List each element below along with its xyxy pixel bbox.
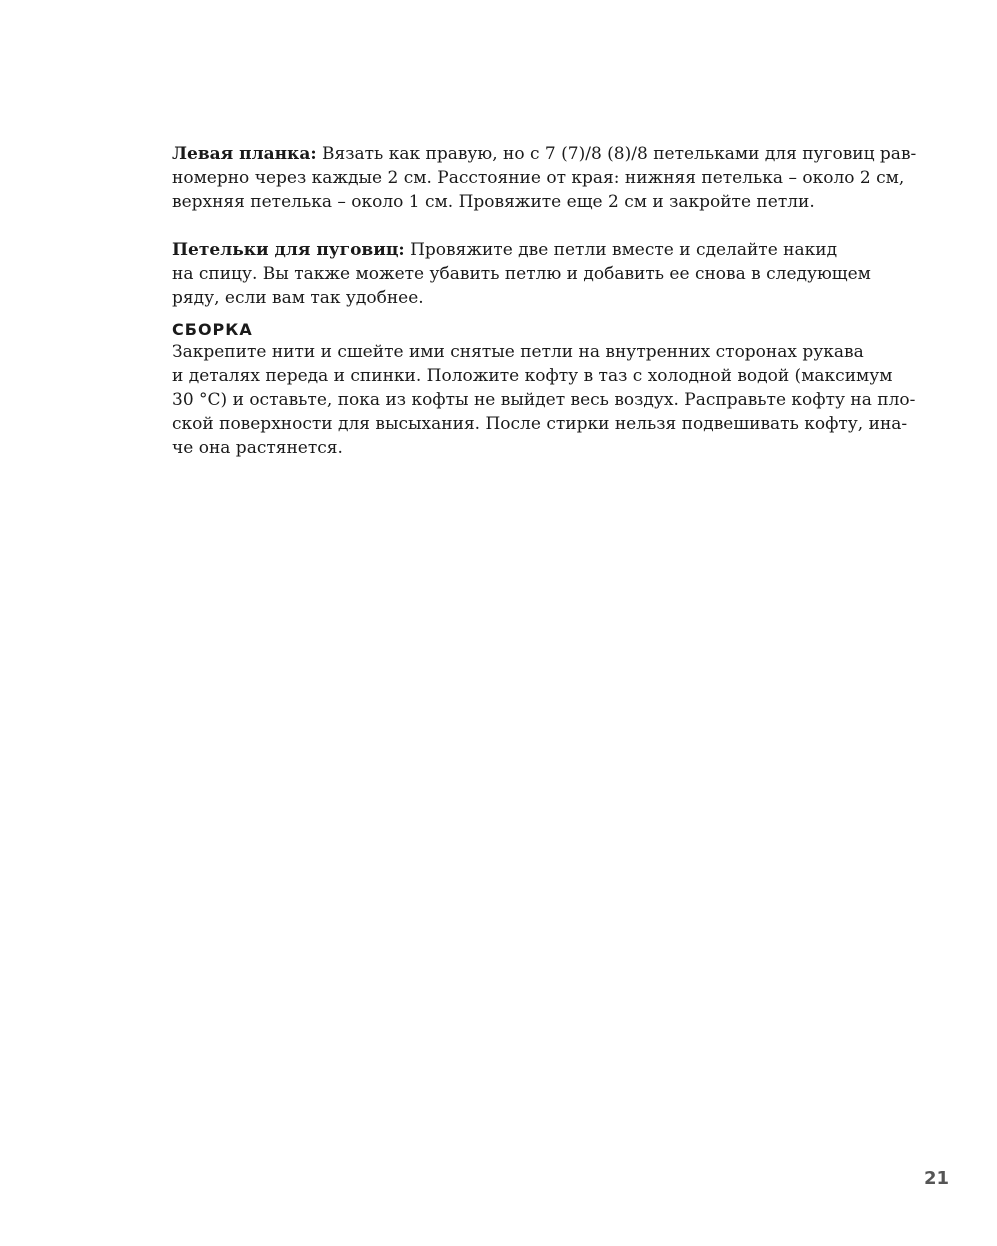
page-content: [172, 142, 917, 460]
paragraph-left-placket: [172, 142, 917, 214]
text-line-part: Провяжите две петли вместе и сделайте накид: [404, 240, 838, 260]
text-line: 30 °С) и оставьте, пока из кофты не выйдет весь воздух. Расправьте кофту на пло-: [172, 390, 916, 410]
section-heading-assembly: СБОРКА: [172, 320, 253, 339]
text-line: верхняя петелька – около 1 см. Провяжите еще 2 см и закройте петли.: [172, 192, 815, 212]
text-line: ской поверхности для высыхания. После стирки нельзя подвешивать кофту, ина-: [172, 414, 908, 434]
text-line: Закрепите нити и сшейте ими снятые петли на внутренних сторонах рукава: [172, 342, 864, 362]
text-line: [172, 142, 917, 166]
page-number: 21: [923, 1168, 949, 1189]
paragraph-buttonholes: [172, 238, 892, 310]
text-line: на спицу. Вы также можете убавить петлю и добавить ее снова в следующем: [172, 264, 871, 284]
text-line-part: Вязать как правую, но с 7 (7)/8 (8)/8 петельками для пуговиц рав-: [316, 144, 917, 164]
paragraph-lead: Петельки для пуговиц:: [172, 240, 405, 260]
text-line: че она растянется.: [172, 438, 343, 458]
text-line: [172, 238, 892, 262]
text-line: номерно через каждые 2 см. Расстояние от края: нижняя петелька – около 2 см,: [172, 168, 905, 188]
text-line: ряду, если вам так удобнее.: [172, 288, 424, 308]
text-line: и деталях переда и спинки. Положите кофту в таз с холодной водой (максимум: [172, 366, 893, 386]
paragraph-lead: Левая планка:: [172, 144, 317, 164]
paragraph-assembly: [172, 340, 916, 460]
